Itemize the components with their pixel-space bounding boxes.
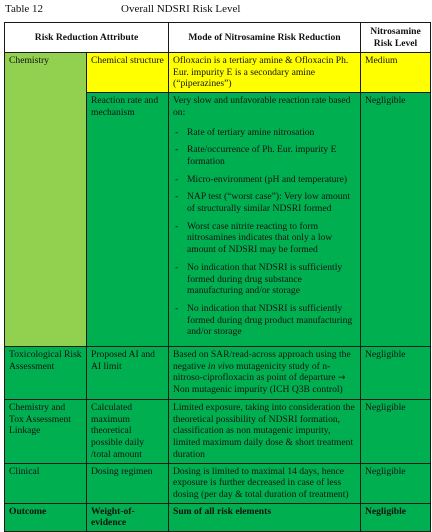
level-linkage: Negligible [361, 400, 431, 464]
tox-text-a: Based on SAR/read-across approach using the negative [173, 349, 351, 372]
attribute-dosing-regimen: Dosing regimen [87, 463, 169, 503]
table-number: Table 12 [5, 3, 44, 15]
level-chemical-structure: Medium [361, 53, 431, 93]
attribute-reaction-rate: Reaction rate and mechanism [87, 93, 169, 347]
table-row [5, 347, 431, 400]
category-linkage: Chemistry and Tox Assessment Linkage [5, 400, 87, 464]
mode-outcome: Sum of all risk elements [169, 503, 361, 531]
header-level: Nitrosamine Risk Level [361, 23, 431, 53]
list-item: - Rate of tertiary amine nitrosation [173, 127, 356, 139]
table-row [5, 400, 431, 464]
reaction-rate-points [173, 127, 356, 339]
attribute-chemical-structure: Chemical structure [87, 53, 169, 93]
list-item: - NAP test (“worst case”): Very low amount of structurally similar NDSRI formed [173, 191, 356, 214]
tox-text-b: mutagenicity study of n-nitroso-ciprofloxacin as point of departure [173, 360, 338, 384]
category-toxicological: Toxicological Risk Assessment [5, 347, 87, 400]
attribute-calculated-amount: Calculated maximum theoretical possible daily /total amount [87, 400, 169, 464]
level-clinical: Negligible [361, 463, 431, 503]
header-row [5, 23, 431, 53]
level-reaction-rate: Negligible [361, 93, 431, 347]
reaction-rate-intro: Very slow and unfavorable reaction rate based on: [173, 95, 351, 118]
arrow-right-icon: → [337, 373, 346, 384]
mode-linkage: Limited exposure, taking into consideration the theoretical possibility of NDSRI formation, classification as non mutagenic impurity, limited maximum daily dose & short treatment duration [169, 400, 361, 464]
category-chemistry: Chemistry [5, 53, 87, 347]
level-outcome: Negligible [361, 503, 431, 531]
mode-chemical-structure: Ofloxacin is a tertiary amine & Ofloxacin Ph. Eur. impurity E is a secondary amine (“piperazines”) [169, 53, 361, 93]
table-row [5, 53, 431, 93]
list-item: - Rate/occurrence of Ph. Eur. impurity E formation [173, 144, 356, 167]
mode-reaction-rate [169, 93, 361, 347]
attribute-weight-of-evidence: Weight-of-evidence [87, 503, 169, 531]
list-item: - Worst case nitrite reacting to form nitrosamines indicates that only a low amount of NDSRI may be formed [173, 221, 356, 256]
tox-text-italic: in vivo [207, 360, 234, 372]
mode-toxicological [169, 347, 361, 400]
mode-clinical: Dosing is limited to maximal 14 days, hence exposure is further decreased in case of less dosing (per day & total duration of treatment) [169, 463, 361, 503]
table-caption [3, 1, 431, 17]
attribute-proposed-ai: Proposed AI and AI limit [87, 347, 169, 400]
list-item: - No indication that NDSRI is sufficiently formed during drug substance manufacturing and/or storage [173, 262, 356, 297]
level-toxicological: Negligible [361, 347, 431, 400]
list-item: - Micro-environment (pH and temperature) [173, 174, 356, 186]
tox-text-c: Non mutagenic impurity (ICH Q3B control) [173, 384, 343, 396]
risk-table [4, 22, 431, 532]
table-row [5, 463, 431, 503]
table-title: Overall NDSRI Risk Level [121, 3, 241, 15]
header-mode: Mode of Nitrosamine Risk Reduction [169, 23, 361, 53]
category-outcome: Outcome [5, 503, 87, 531]
header-attribute: Risk Reduction Attribute [5, 23, 169, 53]
list-item: - No indication that NDSRI is sufficiently formed during drug product manufacturing and/or storage [173, 303, 356, 338]
category-clinical: Clinical [5, 463, 87, 503]
table-row [5, 503, 431, 531]
